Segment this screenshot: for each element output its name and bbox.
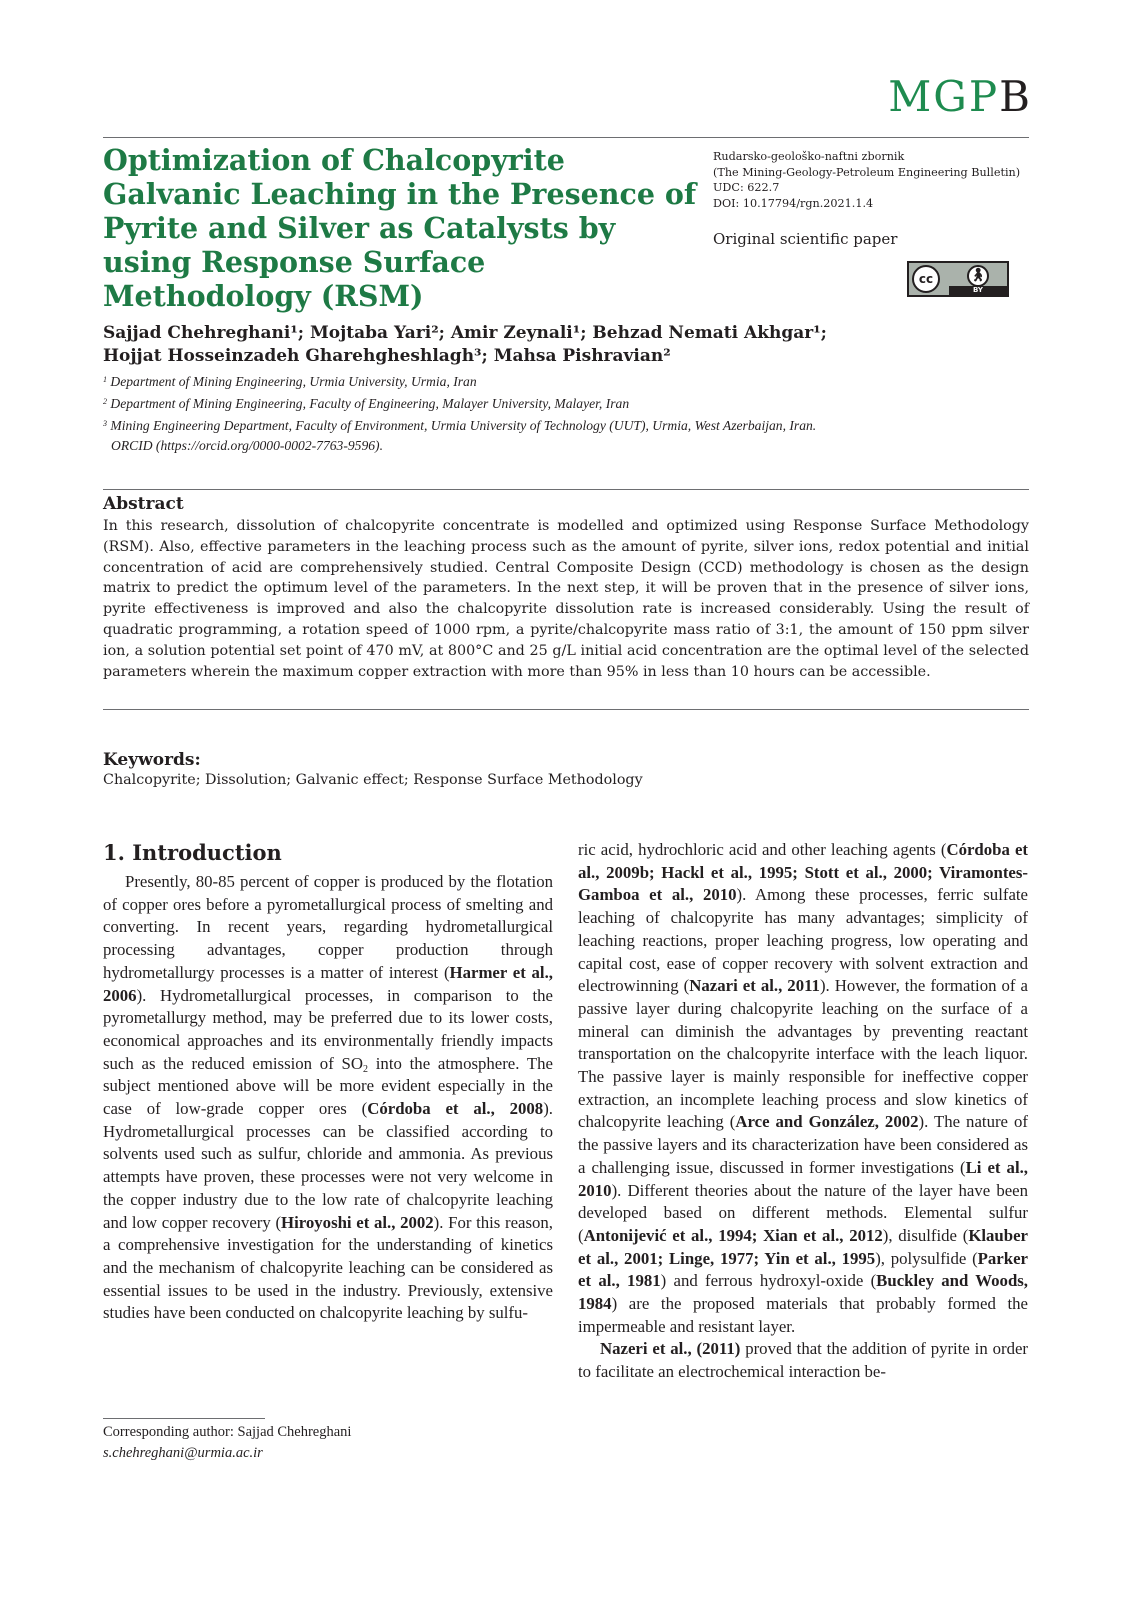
citation[interactable]: Nazari et al., 2011 [689, 976, 820, 996]
intro-paragraph: Nazeri et al., (2011) proved that the addition of pyrite in order to facilitate an electrochemical interaction be- [578, 1339, 1028, 1382]
citation[interactable]: Córdoba et al., 2008 [367, 1099, 544, 1119]
author-list [103, 322, 1003, 368]
citation[interactable]: Antonijević et al., 1994; Xian et al., 2012 [583, 1225, 883, 1245]
udc: UDC: 622.7 [713, 181, 780, 194]
header-rule [103, 137, 1029, 138]
citation[interactable]: Arce and González, 2002 [735, 1112, 919, 1132]
citation[interactable]: Li et al., 2010 [578, 1157, 1029, 1200]
cc-icon: cc [912, 265, 940, 293]
citation[interactable]: Harmer et al., 2006 [103, 962, 553, 1005]
citation[interactable]: Nazeri et al., (2011) [600, 1339, 741, 1359]
citation[interactable]: Buckley and Woods, 1984 [578, 1271, 1028, 1314]
citation[interactable]: Hiroyoshi et al., 2002 [281, 1212, 434, 1232]
journal-logo-mgp: MGP [888, 72, 1000, 121]
affiliation-number: 3 [103, 419, 107, 428]
doi: DOI: 10.17794/rgn.2021.1.4 [713, 196, 874, 210]
footnote-rule [103, 1418, 265, 1419]
person-icon: 🚶︎ [967, 265, 989, 287]
cc-by-license-badge[interactable] [907, 261, 1009, 297]
journal-logo [888, 72, 1032, 121]
affiliation [103, 414, 1003, 436]
affiliation [103, 392, 1003, 414]
affiliation-number: 2 [103, 397, 107, 406]
subscript: 2 [363, 1063, 369, 1075]
corresponding-author: Corresponding author: Sajjad Chehreghani [103, 1424, 352, 1440]
affiliation-text: Department of Mining Engineering, Faculty of Engineering, Malayer University, Malayer, Iran [110, 396, 630, 411]
author-line-2: Hojjat Hosseinzadeh Gharehgheshlagh³; Mahsa Pishravian² [103, 346, 671, 366]
affiliations [103, 370, 1003, 456]
affiliation-number: 1 [103, 375, 107, 384]
corresponding-email[interactable]: s.chehreghani@urmia.ac.ir [103, 1445, 263, 1461]
keywords-heading: Keywords: [103, 750, 201, 770]
section-heading-introduction: 1. Introduction [103, 840, 282, 865]
keywords-text: Chalcopyrite; Dissolution; Galvanic effect; Response Surface Methodology [103, 772, 643, 788]
intro-paragraph-continued: ric acid, hydrochloric acid and other leaching agents (Córdoba et al., 2009b; Hackl et al., 1995; Stott et al., 2000; Viramontes-Gamboa et al., 2010). Among these processes, ferric sulfate leaching of chalcopyrite has many advantages; simplicity of leaching reactions, proper leaching progress, low operating and capital cost, ease of copper recovery with solvent extraction and electrowinning (Nazari et al., 2011). However, the formation of a passive layer during chalcopyrite leaching on the surface of a mineral can diminish the advantages by preventing reactant transportation on the chalcopyrite interface with the leach liquor. The passive layer is mainly responsible for ineffective copper extraction, an incomplete leaching process and slow kinetics of chalcopyrite leaching (Arce and González, 2002). The nature of the passive layers and its characterization have been considered as a challenging issue, discussed in former investigations (Li et al., 2010). Different theories about the nature of the layer have been developed based on different methods. Elemental sulfur (Antonijević et al., 1994; Xian et al., 2012), disulfide (Klauber et al., 2001; Linge, 1977; Yin et al., 1995), polysulfide (Parker et al., 1981) and ferrous hydroxyl-oxide (Buckley and Woods, 1984) are the proposed materials that probably formed the impermeable and resistant layer. [578, 840, 1029, 1336]
affiliation [103, 370, 1003, 392]
abstract-top-rule [103, 489, 1029, 490]
citation[interactable]: Córdoba et al., 2009b; Hackl et al., 1995; Stott et al., 2000; Viramontes-Gamboa et al., 2010 [578, 840, 1029, 905]
orcid-link[interactable]: ORCID (https://orcid.org/0000-0002-7763-9596). [111, 438, 383, 453]
paper-title: Optimization of Chalcopyrite Galvanic Leaching in the Presence of Pyrite and Silver as Catalysts by using Response Surface Methodology (RSM) [103, 143, 697, 313]
author-line-1: Sajjad Chehreghani¹; Mojtaba Yari²; Amir Zeynali¹; Behzad Nemati Akhgar¹; [103, 323, 827, 343]
paper-type: Original scientific paper [713, 230, 898, 248]
journal-logo-b: B [999, 72, 1032, 121]
journal-info [713, 149, 1033, 211]
affiliation-text: Mining Engineering Department, Faculty of Environment, Urmia University of Technology (UUT), Urmia, West Azerbaijan, Iran. [110, 418, 817, 433]
by-label: BY [949, 286, 1007, 295]
citation[interactable]: Parker et al., 1981 [578, 1248, 1028, 1291]
citation[interactable]: Klauber et al., 2001; Linge, 1977; Yin et al., 1995 [578, 1225, 1028, 1268]
intro-right-column [578, 839, 1028, 1384]
intro-left-column: Presently, 80-85 percent of copper is produced by the flotation of copper ores before a pyrometallurgical process of smelting and converting. In recent years, regarding hydrometallurgical processing advantages, copper production through hydrometallurgy processes is a matter of interest (Harmer et al., 2006). Hydrometallurgical processes, in comparison to the pyrometallurgy method, may be preferred due to its lower costs, economical approaches and its environmentally friendly impacts such as the reduced emission of $SO_2$ into the atmosphere. The subject mentioned above will be more evident especially in the case of low-grade copper ores (Córdoba et al., 2008). Hydrometallurgical processes can be classified according to solvents used such as sulfur, chloride and ammonia. As previous attempts have proven, these processes were not very welcome in the copper industry due to the low rate of chalcopyrite leaching and low copper recovery (Hiroyoshi et al., 2002). For this reason, a comprehensive investigation for the understanding of kinetics and the mechanism of chalcopyrite leaching can be considered as essential issues to be used in the industry. Previously, extensive studies have been conducted on chalcopyrite leaching by sulfu- [103, 872, 554, 1323]
journal-name-english: (The Mining-Geology-Petroleum Engineering Bulletin) [713, 165, 1021, 179]
abstract-bottom-rule [103, 709, 1029, 710]
abstract-heading: Abstract [103, 494, 184, 514]
journal-name: Rudarsko-geološko-naftni zbornik [713, 150, 905, 163]
affiliation-text: Department of Mining Engineering, Urmia University, Urmia, Iran [110, 374, 477, 389]
abstract-text: In this research, dissolution of chalcopyrite concentrate is modelled and optimized using Response Surface Methodology (RSM). Also, effective parameters in the leaching process such as the amount of pyrite, silver ions, redox potential and initial concentration of acid are comprehensively studied. Central Composite Design (CCD) methodology is chosen as the design matrix to predict the optimum level of the parameters. In the next step, it will be proven that in the presence of silver ions, pyrite effectiveness is improved and also the chalcopyrite dissolution rate is increased considerably. Using the result of quadratic programming, a rotation speed of 1000 rpm, a pyrite/chalcopyrite mass ratio of 3:1, the amount of 150 ppm silver ion, a solution potential set point of 470 mV, at 800°C and 25 g/L initial acid concentration are the optimal level of the selected parameters wherein the maximum copper extraction with more than 95% in less than 10 hours can be accessible. [103, 518, 1029, 680]
